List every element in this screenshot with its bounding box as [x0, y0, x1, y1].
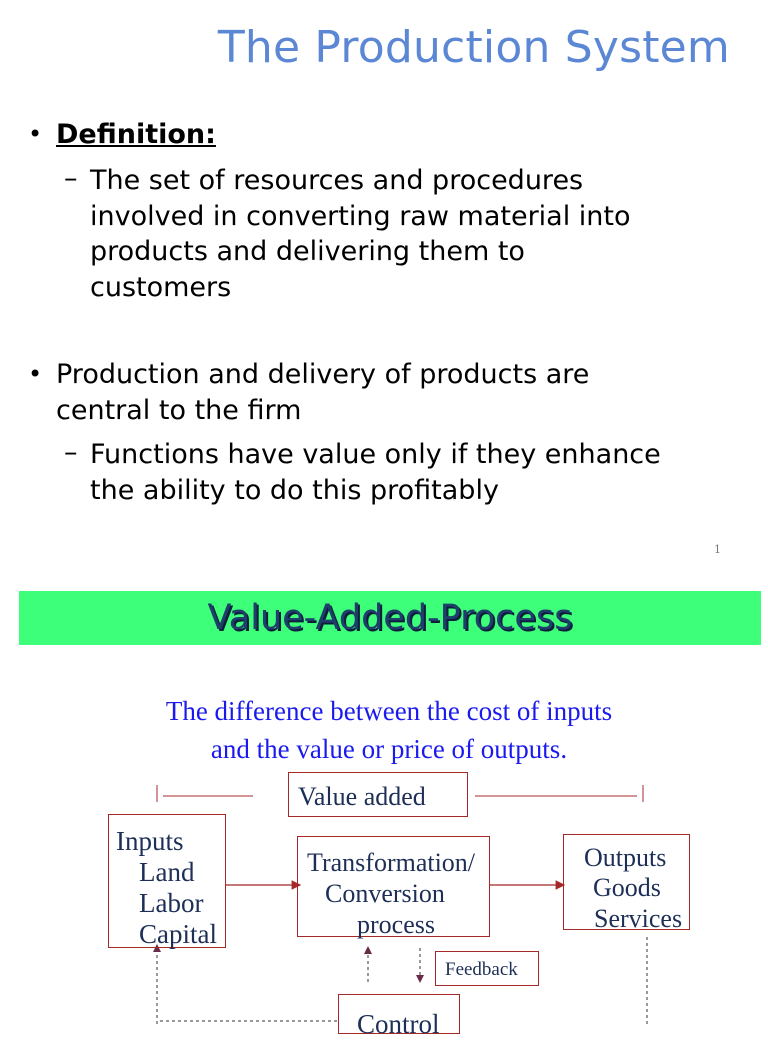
functions-line: Functions have value only if they enhance: [90, 439, 661, 470]
transformation-line-2: Conversion: [325, 879, 445, 908]
sub-bullet-dash: –: [64, 437, 78, 468]
definition-line: The set of resources and procedures: [90, 165, 584, 196]
description-line: The difference between the cost of inputs: [165, 696, 613, 726]
value-added-label: Value added: [298, 782, 426, 811]
feedback-label: Feedback: [445, 959, 518, 980]
value-added-box: [288, 772, 468, 817]
functions-text: [90, 437, 661, 508]
value-added-description: [0, 692, 768, 768]
description-line: and the value or price of outputs.: [210, 734, 568, 764]
sub-bullet-dash: –: [64, 163, 78, 194]
slide-title: The Production System: [217, 22, 730, 73]
control-box: [338, 994, 460, 1039]
definition-label: Definition:: [56, 119, 216, 150]
banner-title: Value-Added-Process: [207, 598, 573, 638]
production-bullet-text: [56, 357, 589, 428]
functions-line: the ability to do this profitably: [90, 474, 499, 506]
definition-line: products and delivering them to: [90, 236, 525, 267]
inputs-heading: Inputs: [116, 826, 184, 856]
transformation-line-3: process: [357, 910, 435, 939]
bullet-dot: •: [28, 120, 43, 148]
control-label: Control: [357, 1009, 440, 1039]
bullet-line: central to the firm: [56, 394, 302, 426]
page-number: 1: [714, 543, 721, 556]
transformation-line-1: Transformation/: [307, 848, 476, 877]
definition-line: involved in converting raw material into: [90, 200, 631, 232]
bullet-line: Production and delivery of products are: [56, 359, 590, 390]
feedback-box: [435, 951, 539, 986]
definition-text: [90, 163, 631, 305]
definition-line: customers: [90, 271, 232, 303]
output-item-goods: Goods: [593, 873, 661, 902]
output-item-services: Services: [594, 904, 683, 933]
input-item-labor: Labor: [139, 888, 204, 918]
input-item-capital: Capital: [139, 919, 217, 949]
bullet-dot: •: [28, 360, 43, 388]
outputs-heading: Outputs: [584, 843, 667, 872]
input-item-land: Land: [139, 857, 195, 887]
